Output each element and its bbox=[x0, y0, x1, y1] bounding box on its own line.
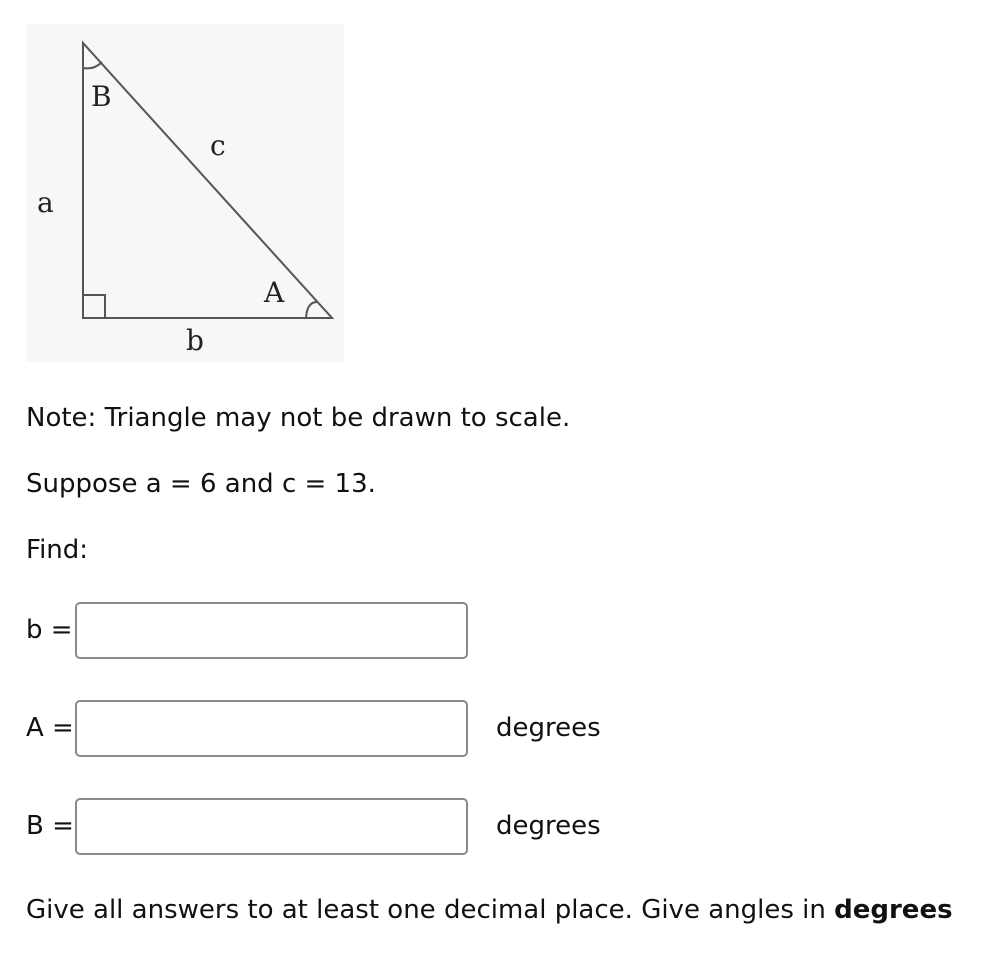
instructions bbox=[26, 894, 953, 926]
angle-a-answer-input[interactable] bbox=[75, 700, 468, 757]
find-heading: Find: bbox=[26, 535, 89, 565]
triangle-figure bbox=[26, 24, 344, 362]
b-label: b = bbox=[26, 615, 73, 645]
right-triangle bbox=[83, 43, 332, 318]
label-side-c: c bbox=[210, 129, 226, 162]
b-answer-input[interactable] bbox=[75, 602, 468, 659]
angle-a-arc bbox=[306, 302, 317, 318]
angle-b-label: B = bbox=[26, 811, 74, 841]
angle-a-label: A = bbox=[26, 713, 74, 743]
instructions-bold-unit: degrees bbox=[834, 895, 953, 925]
label-side-a: a bbox=[37, 186, 54, 219]
given-values: Suppose a = 6 and c = 13. bbox=[26, 469, 376, 499]
triangle-diagram bbox=[26, 24, 344, 362]
scale-note: Note: Triangle may not be drawn to scale. bbox=[26, 403, 571, 433]
angle-b-arc bbox=[83, 62, 102, 68]
label-side-b: b bbox=[186, 324, 204, 357]
instructions-text: Give all answers to at least one decimal place. Give angles in bbox=[26, 895, 835, 925]
angle-a-unit: degrees bbox=[496, 713, 601, 743]
angle-b-answer-input[interactable] bbox=[75, 798, 468, 855]
label-angle-b: B bbox=[91, 80, 112, 113]
angle-b-unit: degrees bbox=[496, 811, 601, 841]
label-angle-a: A bbox=[264, 276, 285, 309]
right-angle-marker bbox=[83, 295, 105, 318]
